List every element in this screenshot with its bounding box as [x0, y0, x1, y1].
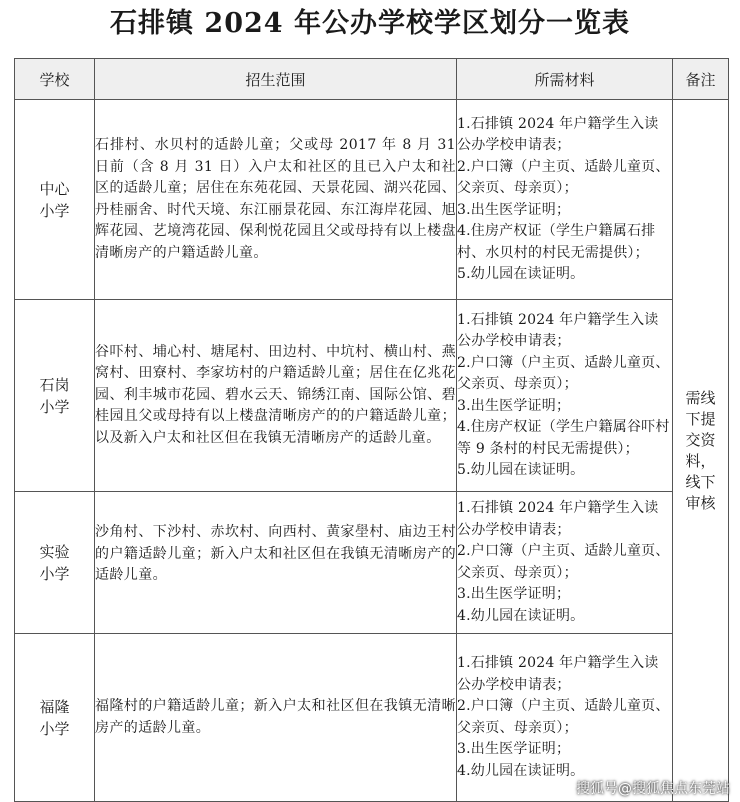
table-header-row — [15, 59, 729, 100]
material-item: 5.幼儿园在读证明。 — [457, 266, 585, 282]
material-item: 4.住房产权证（学生户籍属谷吓村等 9 条村的村民无需提供）； — [457, 419, 670, 457]
note-text: 需线下提交资料，线下审核 — [685, 388, 716, 512]
materials-cell — [457, 634, 673, 802]
header-materials: 所需材料 — [457, 59, 673, 100]
table-row — [15, 634, 729, 802]
material-item: 4.幼儿园在读证明。 — [457, 762, 585, 779]
school-district-table — [14, 58, 729, 802]
header-school: 学校 — [15, 59, 95, 100]
header-scope: 招生范围 — [95, 59, 457, 100]
school-name: 中心小学 — [39, 179, 70, 220]
school-name: 福隆小学 — [39, 697, 70, 738]
school-cell — [15, 300, 95, 492]
material-item: 5.幼儿园在读证明。 — [457, 462, 585, 478]
scope-cell: 福隆村的户籍适龄儿童；新入户太和社区但在我镇无清晰房产的适龄儿童。 — [95, 634, 457, 802]
watermark: 搜狐号@搜狐焦点东莞站 — [576, 781, 730, 797]
materials-cell — [457, 300, 673, 492]
material-item: 1.石排镇 2024 年户籍学生入读公办学校申请表； — [457, 500, 659, 538]
note-cell — [673, 100, 729, 802]
school-cell — [15, 100, 95, 300]
table-row — [15, 100, 729, 300]
material-item: 3.出生医学证明； — [457, 741, 571, 757]
scope-cell: 石排村、水贝村的适龄儿童；父或母 2017 年 8 月 31 日前（含 8 月 31 日）入户太和社区的且已入户太和社区的适龄儿童；居住在东苑花园、天景花园、湖兴花园、丹桂丽舍、时代天境、东江丽景花园、东江海岸花园、旭辉花园、艺境湾花园、保利悦花园且父或母持有以上楼盘清晰房产的户籍适龄儿童。 — [95, 100, 457, 300]
school-name: 实验小学 — [39, 542, 70, 583]
page-title: 石排镇 2024 年公办学校学区划分一览表 — [110, 8, 630, 39]
material-item: 1.石排镇 2024 年户籍学生入读公办学校申请表； — [457, 311, 659, 349]
material-item: 2.户口簿（户主页、适龄儿童页、父亲页、母亲页）； — [457, 698, 670, 736]
table-row — [15, 300, 729, 492]
header-note: 备注 — [673, 59, 729, 100]
materials-cell — [457, 100, 673, 300]
school-cell — [15, 634, 95, 802]
material-item: 4.住房产权证（学生户籍属石排村、水贝村的村民无需提供）； — [457, 223, 656, 261]
materials-cell — [457, 492, 673, 634]
material-item: 1.石排镇 2024 年户籍学生入读公办学校申请表； — [457, 655, 659, 693]
material-item: 3.出生医学证明； — [457, 201, 571, 218]
material-item: 3.出生医学证明； — [457, 586, 571, 602]
scope-cell: 谷吓村、埔心村、塘尾村、田边村、中坑村、横山村、燕窝村、田寮村、李家坊村的户籍适龄儿童；居住在亿兆花园、利丰城市花园、碧水云天、锦绣江南、国际公馆、碧桂园且父或母持有以上楼盘清晰房产的的户籍适龄儿童；以及新入户太和社区但在我镇无清晰房产的适龄儿童。 — [95, 300, 457, 492]
material-item: 4.幼儿园在读证明。 — [457, 607, 585, 624]
scope-cell: 沙角村、下沙村、赤坎村、向西村、黄家壆村、庙边王村的户籍适龄儿童；新入户太和社区但在我镇无清晰房产的适龄儿童。 — [95, 492, 457, 634]
material-item: 2.户口簿（户主页、适龄儿童页、父亲页、母亲页）； — [457, 543, 670, 581]
school-cell — [15, 492, 95, 634]
material-item: 3.出生医学证明； — [457, 397, 571, 414]
table-row — [15, 492, 729, 634]
material-item: 2.户口簿（户主页、适龄儿童页、父亲页、母亲页）； — [457, 354, 670, 392]
material-item: 2.户口簿（户主页、适龄儿童页、父亲页、母亲页）； — [457, 158, 670, 196]
school-name: 石岗小学 — [39, 375, 70, 416]
material-item: 1.石排镇 2024 年户籍学生入读公办学校申请表； — [457, 115, 659, 153]
